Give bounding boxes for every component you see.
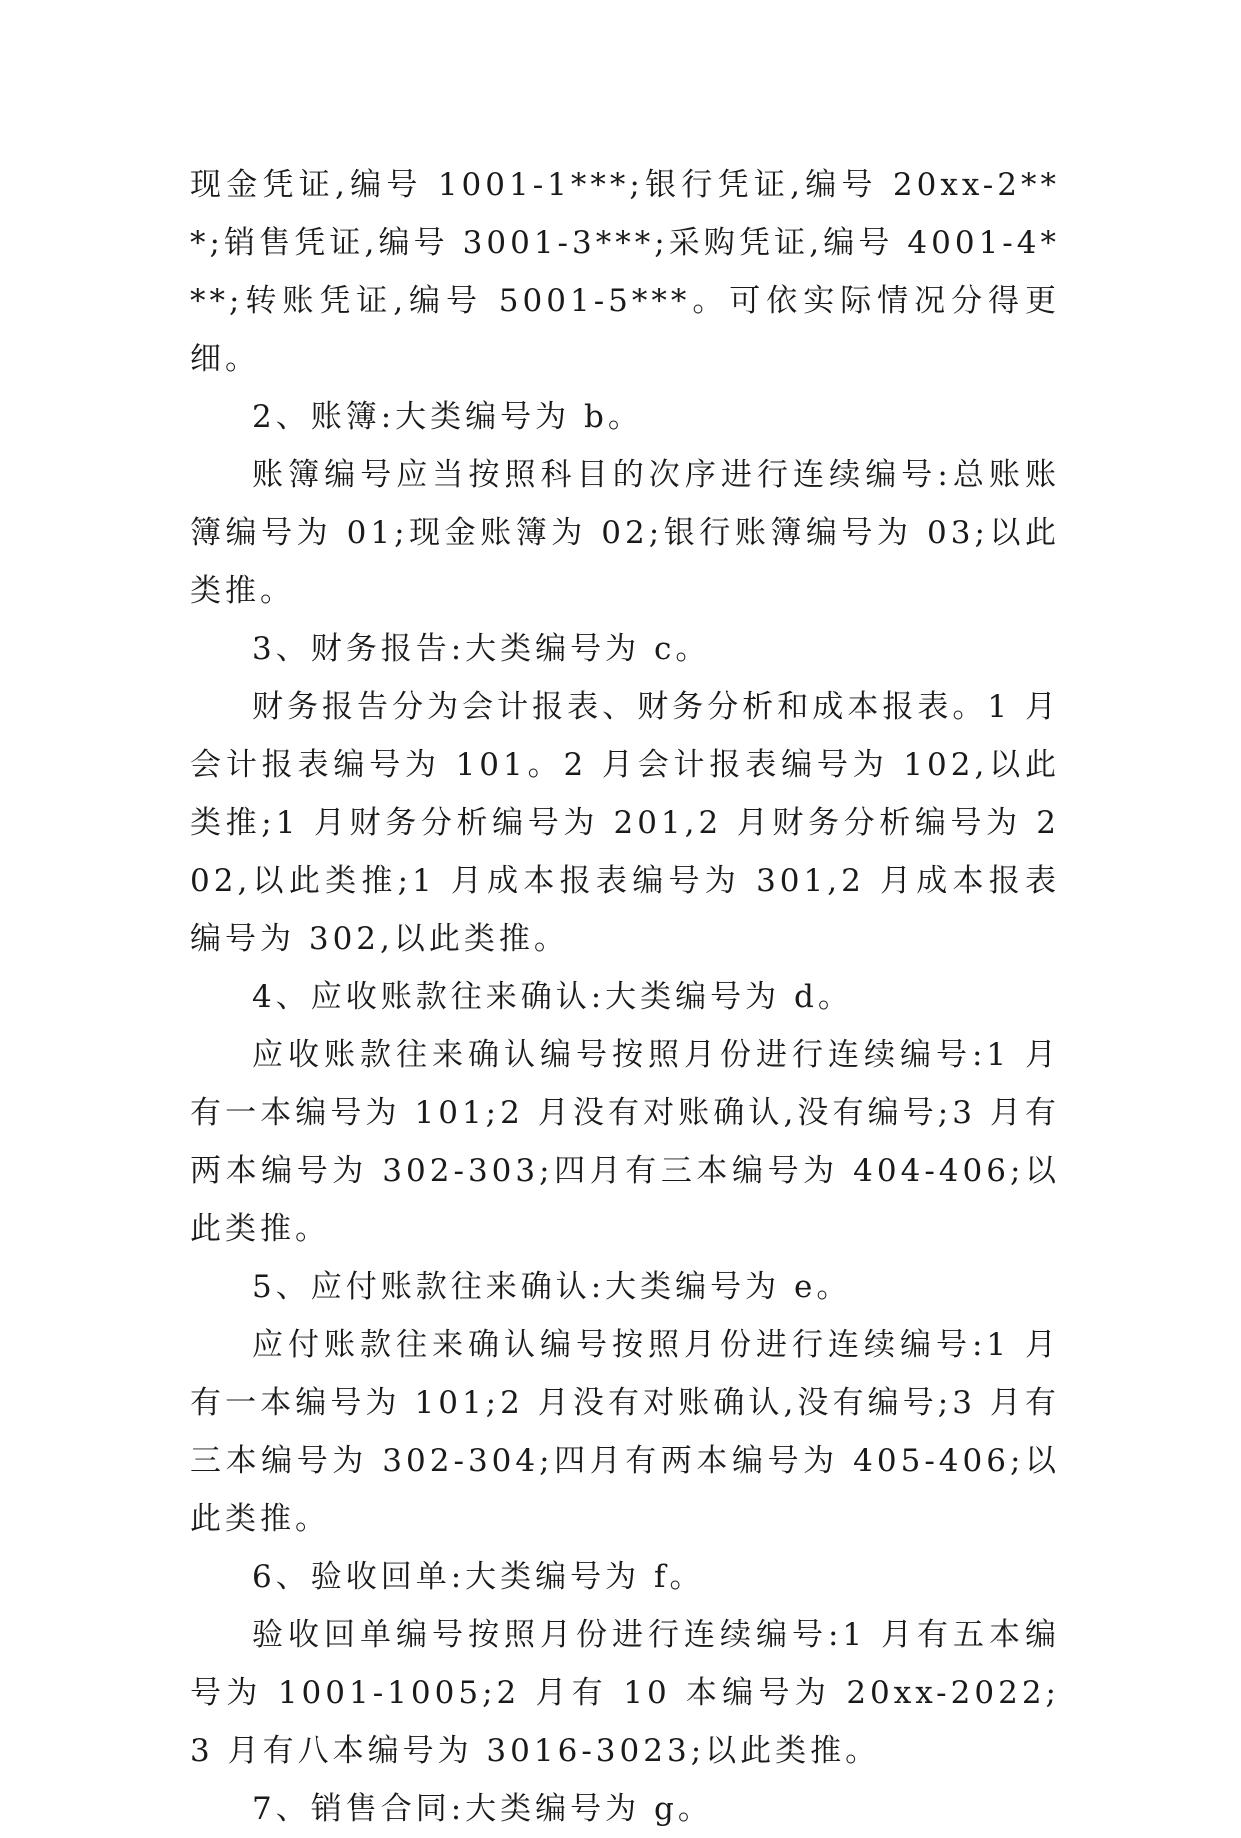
- heading-sales-contract: 7、销售合同:大类编号为 g。: [252, 1791, 713, 1827]
- paragraph-financial-report-numbering: 财务报告分为会计报表、财务分析和成本报表。1 月会计报表编号为 101。2 月会计报表编号为 102,以此类推;1 月财务分析编号为 201,2 月财务分析编号为 202,以此类推;1 月成本报表编号为 301,2 月成本报表编号为 302,以此类推。: [190, 689, 1060, 957]
- paragraph-receivables-numbering: 应收账款往来确认编号按照月份进行连续编号:1 月有一本编号为 101;2 月没有对账确认,没有编号;3 月有两本编号为 302-303;四月有三本编号为 404-406;以此类推。: [190, 1037, 1060, 1247]
- heading-financial-report: 3、财务报告:大类编号为 c。: [252, 631, 711, 667]
- heading-receivables: 4、应收账款往来确认:大类编号为 d。: [252, 979, 853, 1015]
- paragraph-receipt-slips-numbering: 验收回单编号按照月份进行连续编号:1 月有五本编号为 1001-1005;2 月有 10 本编号为 20xx-2022;3 月有八本编号为 3016-3023;以此类推。: [190, 1617, 1060, 1769]
- document-body: [190, 156, 1060, 1838]
- heading-receipt-slips: 6、验收回单:大类编号为 f。: [252, 1559, 705, 1595]
- heading-ledger: 2、账簿:大类编号为 b。: [252, 399, 643, 435]
- heading-payables: 5、应付账款往来确认:大类编号为 e。: [252, 1269, 852, 1305]
- paragraph-voucher-numbering: 现金凭证,编号 1001-1***;银行凭证,编号 20xx-2***;销售凭证,编号 3001-3***;采购凭证,编号 4001-4***;转账凭证,编号 5001-5***。可依实际情况分得更细。: [190, 167, 1060, 377]
- paragraph-payables-numbering: 应付账款往来确认编号按照月份进行连续编号:1 月有一本编号为 101;2 月没有对账确认,没有编号;3 月有三本编号为 302-304;四月有两本编号为 405-406;以此类推。: [190, 1327, 1060, 1537]
- paragraph-ledger-numbering: 账簿编号应当按照科目的次序进行连续编号:总账账簿编号为 01;现金账簿为 02;银行账簿编号为 03;以此类推。: [190, 457, 1060, 609]
